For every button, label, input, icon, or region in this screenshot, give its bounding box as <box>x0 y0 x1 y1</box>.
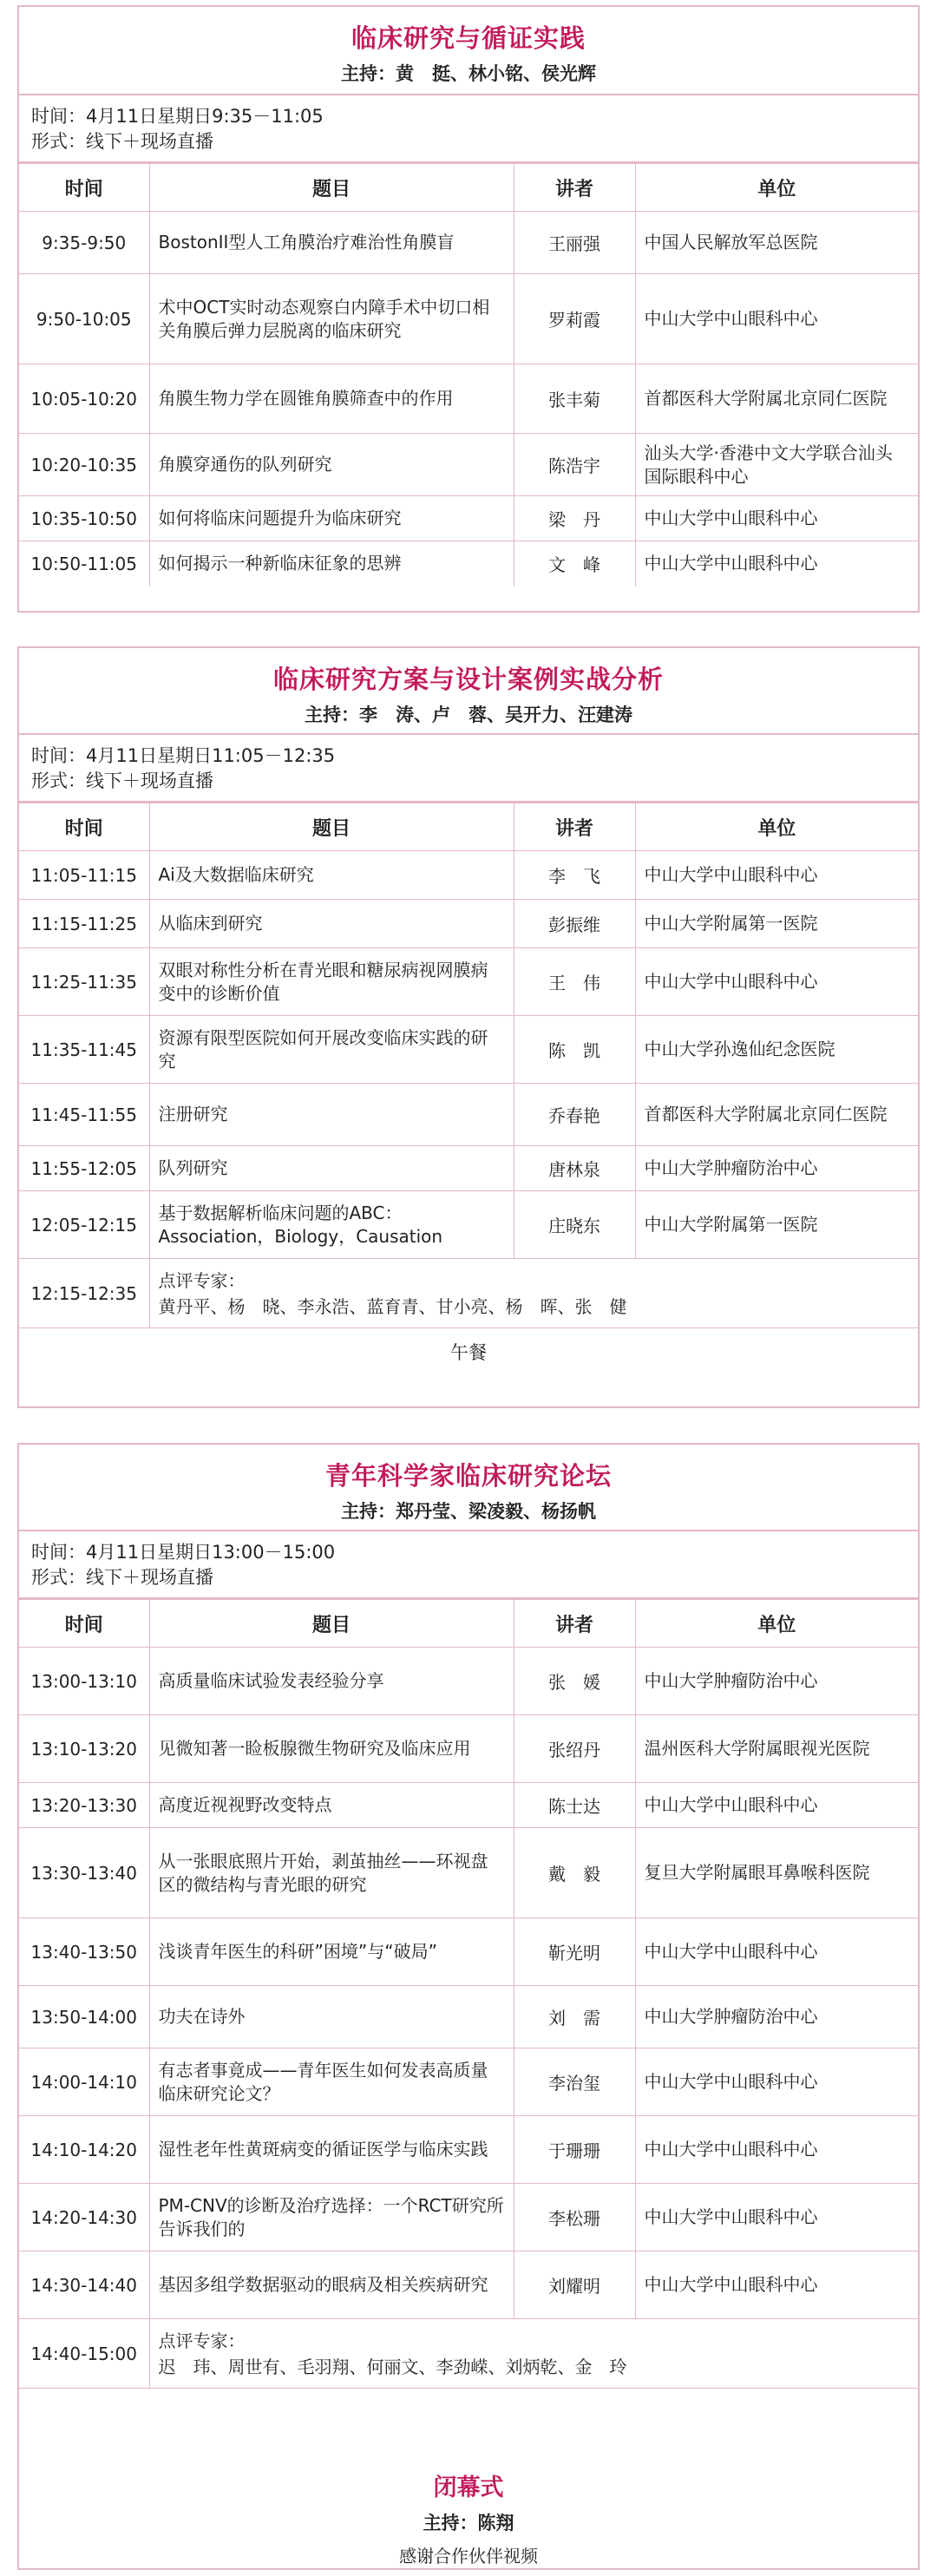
row-time: 11:55-12:05 <box>19 1146 149 1191</box>
table-row <box>19 1084 918 1146</box>
schedule-table <box>19 803 918 1375</box>
table-row <box>19 364 918 434</box>
table-row <box>19 1146 918 1191</box>
header-unit: 单位 <box>635 1600 918 1648</box>
row-topic: 高质量临床试验发表经验分享 <box>149 1648 514 1715</box>
review-names: 黄丹平、杨 晓、李永浩、蓝育青、甘小亮、杨 晖、张 健 <box>158 1295 627 1317</box>
row-unit: 中山大学中山眼科中心 <box>635 541 918 587</box>
table-row <box>19 1783 918 1828</box>
lunch-break: 午餐 <box>19 1328 918 1376</box>
session-1 <box>17 5 920 613</box>
closing-title: 闭幕式 <box>433 2474 504 2501</box>
row-speaker: 梁 丹 <box>514 496 635 541</box>
session-host: 主持：郑丹莹、梁凌毅、杨扬帆 <box>341 1501 596 1522</box>
row-speaker: 唐林泉 <box>514 1146 635 1191</box>
session-info <box>19 735 918 803</box>
row-time: 14:30-14:40 <box>19 2252 149 2319</box>
header-unit: 单位 <box>635 803 918 851</box>
row-topic: 高度近视视野改变特点 <box>149 1783 514 1828</box>
row-topic: 角膜穿通伤的队列研究 <box>149 434 514 496</box>
row-speaker: 戴 毅 <box>514 1828 635 1918</box>
row-unit: 中山大学中山眼科中心 <box>635 851 918 900</box>
row-time: 14:00-14:10 <box>19 2048 149 2116</box>
row-unit: 中山大学附属第一医院 <box>635 1191 918 1259</box>
session-host: 主持：黄 挺、林小铭、侯光辉 <box>341 63 596 84</box>
review-time: 12:15-12:35 <box>19 1259 149 1328</box>
review-row <box>19 2319 918 2389</box>
row-topic: 双眼对称性分析在青光眼和糖尿病视网膜病变中的诊断价值 <box>149 948 514 1016</box>
row-speaker: 彭振维 <box>514 900 635 948</box>
table-row <box>19 1016 918 1084</box>
row-topic: BostonII型人工角膜治疗难治性角膜盲 <box>149 212 514 274</box>
row-topic: 功夫在诗外 <box>149 1986 514 2048</box>
row-speaker: 刘耀明 <box>514 2252 635 2319</box>
review-cell <box>149 2319 918 2389</box>
row-time: 13:20-13:30 <box>19 1783 149 1828</box>
header-time: 时间 <box>19 803 149 851</box>
table-row <box>19 2116 918 2184</box>
review-time: 14:40-15:00 <box>19 2319 149 2389</box>
session-title: 青年科学家临床研究论坛 <box>324 1461 612 1491</box>
session-title: 临床研究方案与设计案例实战分析 <box>272 665 664 694</box>
row-speaker: 罗莉霞 <box>514 274 635 364</box>
session-host: 主持：李 涛、卢 蓉、吴开力、汪建涛 <box>305 705 632 725</box>
row-unit: 中山大学孙逸仙纪念医院 <box>635 1016 918 1084</box>
row-unit: 中国人民解放军总医院 <box>635 212 918 274</box>
row-unit: 中山大学中山眼科中心 <box>635 1783 918 1828</box>
row-time: 13:00-13:10 <box>19 1648 149 1715</box>
session-header <box>19 1445 918 1531</box>
session-time: 时间：4月11日星期日13:00－15:00 <box>31 1542 336 1563</box>
schedule-table <box>19 1599 918 2389</box>
review-label: 点评专家： <box>158 2330 246 2351</box>
table-row <box>19 496 918 541</box>
header-speaker: 讲者 <box>514 1600 635 1648</box>
session-title: 临床研究与循证实践 <box>351 23 586 53</box>
row-time: 13:30-13:40 <box>19 1828 149 1918</box>
row-time: 12:05-12:15 <box>19 1191 149 1259</box>
row-unit: 中山大学中山眼科中心 <box>635 2184 918 2252</box>
row-time: 10:05-10:20 <box>19 364 149 434</box>
row-time: 11:05-11:15 <box>19 851 149 900</box>
row-topic: PM-CNV的诊断及治疗选择：一个RCT研究所告诉我们的 <box>149 2184 514 2252</box>
session-header <box>19 648 918 735</box>
table-header-row <box>19 164 918 212</box>
row-time: 13:10-13:20 <box>19 1715 149 1783</box>
row-topic: 队列研究 <box>149 1146 514 1191</box>
row-unit: 首都医科大学附属北京同仁医院 <box>635 1084 918 1146</box>
session-info <box>19 95 918 163</box>
row-unit: 温州医科大学附属眼视光医院 <box>635 1715 918 1783</box>
row-time: 10:35-10:50 <box>19 496 149 541</box>
row-time: 13:50-14:00 <box>19 1986 149 2048</box>
row-topic: Ai及大数据临床研究 <box>149 851 514 900</box>
row-topic: 注册研究 <box>149 1084 514 1146</box>
row-topic: 基于数据解析临床问题的ABC：Association，Biology，Causation <box>149 1191 514 1259</box>
row-unit: 中山大学肿瘤防治中心 <box>635 1146 918 1191</box>
table-row <box>19 2184 918 2252</box>
table-row <box>19 1715 918 1783</box>
session-info <box>19 1531 918 1599</box>
row-speaker: 陈士达 <box>514 1783 635 1828</box>
row-time: 10:50-11:05 <box>19 541 149 587</box>
review-row <box>19 1259 918 1328</box>
header-time: 时间 <box>19 164 149 212</box>
row-speaker: 王 伟 <box>514 948 635 1016</box>
table-row <box>19 851 918 900</box>
table-row <box>19 948 918 1016</box>
row-speaker: 陈浩宇 <box>514 434 635 496</box>
row-speaker: 王丽强 <box>514 212 635 274</box>
header-topic: 题目 <box>149 164 514 212</box>
closing-ceremony <box>17 2461 920 2570</box>
table-row <box>19 434 918 496</box>
table-row <box>19 1828 918 1918</box>
row-topic: 浅谈青年医生的科研”困境”与“破局” <box>149 1918 514 1986</box>
table-row <box>19 274 918 364</box>
row-speaker: 张绍丹 <box>514 1715 635 1783</box>
row-unit: 首都医科大学附属北京同仁医院 <box>635 364 918 434</box>
row-unit: 中山大学附属第一医院 <box>635 900 918 948</box>
row-time: 10:20-10:35 <box>19 434 149 496</box>
session-3 <box>17 1443 920 2463</box>
row-speaker: 乔春艳 <box>514 1084 635 1146</box>
row-topic: 如何揭示一种新临床征象的思辨 <box>149 541 514 587</box>
row-unit: 中山大学中山眼科中心 <box>635 274 918 364</box>
review-names: 迟 玮、周世有、毛羽翔、何丽文、李劲嵘、刘炳乾、金 玲 <box>158 2356 627 2377</box>
closing-note: 感谢合作伙伴视频 <box>399 2546 538 2566</box>
session-format: 形式：线下＋现场直播 <box>31 1567 213 1588</box>
table-row <box>19 541 918 587</box>
row-speaker: 李 飞 <box>514 851 635 900</box>
row-time: 14:20-14:30 <box>19 2184 149 2252</box>
session-time: 时间：4月11日星期日11:05－12:35 <box>31 745 336 766</box>
row-unit: 中山大学中山眼科中心 <box>635 1918 918 1986</box>
row-unit: 中山大学中山眼科中心 <box>635 948 918 1016</box>
header-speaker: 讲者 <box>514 164 635 212</box>
row-time: 11:45-11:55 <box>19 1084 149 1146</box>
header-speaker: 讲者 <box>514 803 635 851</box>
session-header <box>19 7 918 95</box>
header-topic: 题目 <box>149 803 514 851</box>
row-unit: 中山大学肿瘤防治中心 <box>635 1986 918 2048</box>
header-unit: 单位 <box>635 164 918 212</box>
row-topic: 湿性老年性黄斑病变的循证医学与临床实践 <box>149 2116 514 2184</box>
session-time: 时间：4月11日星期日9:35－11:05 <box>31 106 324 127</box>
row-topic: 角膜生物力学在圆锥角膜筛查中的作用 <box>149 364 514 434</box>
row-unit: 中山大学中山眼科中心 <box>635 2252 918 2319</box>
table-row <box>19 1191 918 1259</box>
review-label: 点评专家： <box>158 1269 246 1291</box>
table-row <box>19 900 918 948</box>
session-format: 形式：线下＋现场直播 <box>31 131 213 152</box>
row-topic: 资源有限型医院如何开展改变临床实践的研究 <box>149 1016 514 1084</box>
row-topic: 有志者事竟成——青年医生如何发表高质量临床研究论文？ <box>149 2048 514 2116</box>
header-time: 时间 <box>19 1600 149 1648</box>
table-row <box>19 1986 918 2048</box>
row-speaker: 于珊珊 <box>514 2116 635 2184</box>
row-time: 14:10-14:20 <box>19 2116 149 2184</box>
row-speaker: 陈 凯 <box>514 1016 635 1084</box>
table-row <box>19 1918 918 1986</box>
row-time: 11:25-11:35 <box>19 948 149 1016</box>
row-unit: 中山大学肿瘤防治中心 <box>635 1648 918 1715</box>
session-format: 形式：线下＋现场直播 <box>31 770 213 791</box>
row-speaker: 李松珊 <box>514 2184 635 2252</box>
row-unit: 中山大学中山眼科中心 <box>635 2116 918 2184</box>
row-topic: 见微知著一睑板腺微生物研究及临床应用 <box>149 1715 514 1783</box>
schedule-table <box>19 163 918 587</box>
row-topic: 从临床到研究 <box>149 900 514 948</box>
table-row <box>19 2252 918 2319</box>
row-unit: 汕头大学·香港中文大学联合汕头国际眼科中心 <box>635 434 918 496</box>
row-time: 13:40-13:50 <box>19 1918 149 1986</box>
row-time: 11:15-11:25 <box>19 900 149 948</box>
table-row <box>19 2048 918 2116</box>
table-row <box>19 212 918 274</box>
row-speaker: 庄晓东 <box>514 1191 635 1259</box>
row-unit: 复旦大学附属眼耳鼻喉科医院 <box>635 1828 918 1918</box>
row-topic: 如何将临床问题提升为临床研究 <box>149 496 514 541</box>
row-speaker: 李治玺 <box>514 2048 635 2116</box>
row-topic: 从一张眼底照片开始，剥茧抽丝——环视盘区的微结构与青光眼的研究 <box>149 1828 514 1918</box>
row-topic: 术中OCT实时动态观察白内障手术中切口相关角膜后弹力层脱离的临床研究 <box>149 274 514 364</box>
row-speaker: 靳光明 <box>514 1918 635 1986</box>
table-row <box>19 1648 918 1715</box>
row-time: 9:50-10:05 <box>19 274 149 364</box>
row-time: 11:35-11:45 <box>19 1016 149 1084</box>
row-speaker: 张 媛 <box>514 1648 635 1715</box>
header-topic: 题目 <box>149 1600 514 1648</box>
row-speaker: 张丰菊 <box>514 364 635 434</box>
row-time: 9:35-9:50 <box>19 212 149 274</box>
row-speaker: 刘 需 <box>514 1986 635 2048</box>
review-cell <box>149 1259 918 1328</box>
row-unit: 中山大学中山眼科中心 <box>635 2048 918 2116</box>
row-unit: 中山大学中山眼科中心 <box>635 496 918 541</box>
row-speaker: 文 峰 <box>514 541 635 587</box>
lunch-row <box>19 1328 918 1376</box>
row-topic: 基因多组学数据驱动的眼病及相关疾病研究 <box>149 2252 514 2319</box>
session-2 <box>17 646 920 1408</box>
closing-host: 主持：陈翔 <box>423 2513 514 2533</box>
table-header-row <box>19 803 918 851</box>
table-header-row <box>19 1600 918 1648</box>
